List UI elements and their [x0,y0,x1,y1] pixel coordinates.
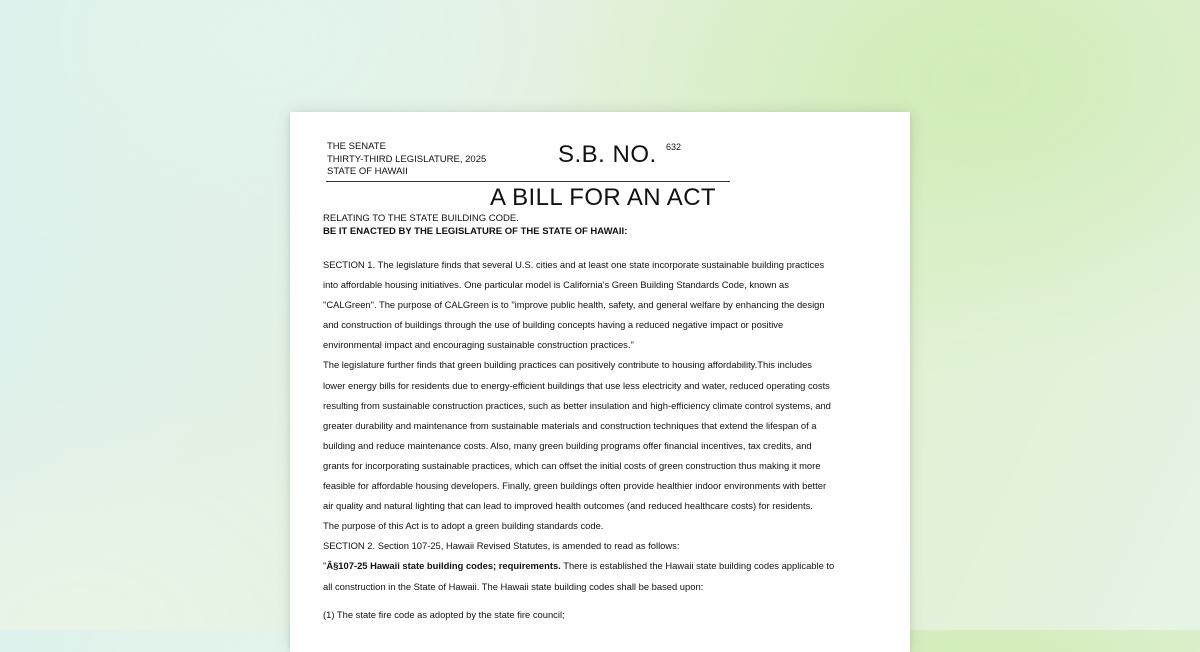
text-line: "CALGreen". The purpose of CALGreen is to "improve public health, safety, and general welfare by enhancing the design [323,299,825,311]
relating-clause: RELATING TO THE STATE BUILDING CODE. [323,213,519,224]
header-divider [326,181,730,182]
chamber-label: THE SENATE [327,141,386,152]
quote-mark: " [323,560,327,572]
section2-intro: SECTION 2. Section 107-25, Hawaii Revised Statutes, is amended to read as follows: [323,540,680,552]
text-line: air quality and natural lighting that can lead to improved health outcomes (and reduced healthcare costs) for residents. [323,500,813,512]
text-line: SECTION 1. The legislature finds that several U.S. cities and at least one state incorporate sustainable building practices [323,259,825,270]
text-line: feasible for affordable housing developers. Finally, green buildings often provide healthier indoor environments with better [323,480,827,492]
text-line: grants for incorporating sustainable practices, which can offset the initial costs of green construction thus making it more [323,459,821,471]
bill-title: A BILL FOR AN ACT [490,184,716,211]
section2-heading-line [323,556,875,576]
text-line: building and reduce maintenance costs. Also, many green building programs offer financial incentives, tax credits, and [323,439,812,451]
text-line: into affordable housing initiatives. One particular model is California's Green Building Standards Code, known as [323,279,789,291]
legislature-label: THIRTY-THIRD LEGISLATURE, 2025 [327,153,487,165]
state-label: STATE OF HAWAII [327,166,408,178]
text-line: environmental impact and encouraging sustainable construction practices." [323,339,634,351]
text-line: lower energy bills for residents due to energy-efficient buildings that use less electricity and water, reduced operating costs [323,379,830,391]
bill-number: 632 [666,142,682,152]
bill-document-page [290,112,910,652]
section-heading-rest: There is established the Hawaii state building codes applicable to [560,560,835,572]
text-line: greater durability and maintenance from sustainable materials and construction techniques that extend the lifespan of a [323,419,817,431]
bill-label: S.B. NO. [558,141,657,168]
section1-purpose: The purpose of this Act is to adopt a green building standards code. [323,520,604,532]
section2-line2: all construction in the State of Hawaii. The Hawaii state building codes shall be based upon: [323,580,704,592]
text-line: and construction of buildings through the use of building concepts having a reduced negative impact or positive [323,319,784,331]
section1-paragraph2 [323,355,875,516]
section2-item1: (1) The state fire code as adopted by the state fire council; [323,608,565,620]
enacting-clause: BE IT ENACTED BY THE LEGISLATURE OF THE STATE OF HAWAII: [323,226,628,237]
header-block [327,141,486,179]
text-line: resulting from sustainable construction practices, such as better insulation and high-efficiency climate control systems, and [323,399,831,411]
text-line: The legislature further finds that green building practices can positively contribute to housing affordability.This includes [323,359,812,371]
section-heading: Â§107-25 Hawaii state building codes; requirements. [326,560,561,572]
section1-paragraph1 [323,255,875,355]
bill-body [323,255,875,625]
